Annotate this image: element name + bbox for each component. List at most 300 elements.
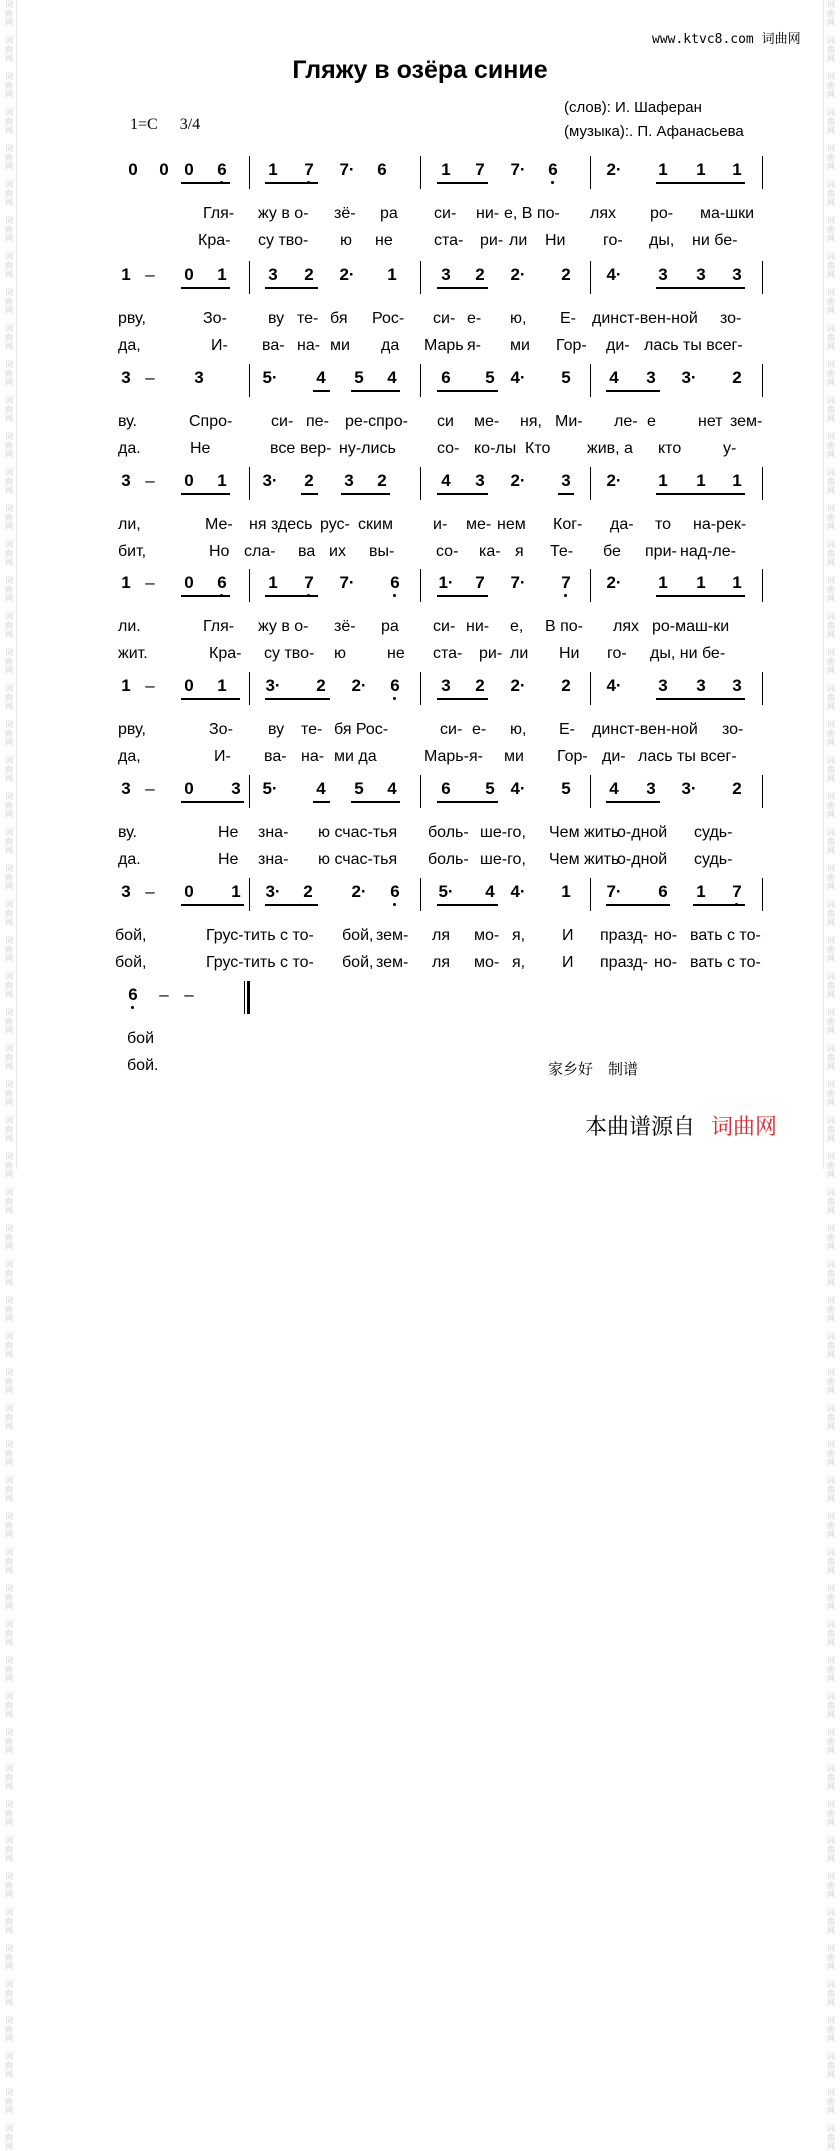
barline — [762, 467, 763, 500]
lyric-verse-1: ле- — [614, 413, 638, 430]
note: 4 — [387, 368, 397, 387]
key-signature — [130, 116, 222, 134]
lyric-verse-2: бе — [603, 543, 621, 560]
lyric-verse-1: В по- — [545, 618, 584, 635]
beam-underline — [437, 493, 488, 495]
note: 4· — [606, 265, 622, 284]
beam-underline — [656, 698, 745, 700]
lyric-verse-1: И — [562, 927, 574, 944]
lyric-verse-2: Кра- — [209, 645, 242, 662]
beam-underline — [301, 493, 318, 495]
lyric-verse-1: жу в о- — [258, 618, 309, 635]
lyric-verse-1: зна- — [258, 824, 289, 841]
barline — [590, 261, 591, 294]
note: 3 — [121, 471, 131, 490]
song-title: Гляжу в озёра синие — [292, 56, 548, 84]
lower-octave-dot — [564, 594, 567, 597]
note: 2 — [316, 676, 326, 695]
tie-dash: – — [145, 676, 155, 695]
lyric-verse-2: ста- — [433, 645, 463, 662]
lyric-verse-2: вы- — [369, 543, 395, 560]
lyric-verse-1: е, В по- — [504, 205, 560, 222]
barline — [420, 775, 421, 808]
lyric-verse-1: ра — [381, 618, 399, 635]
lyric-verse-1: Чем жить — [549, 824, 620, 841]
lyric-verse-1: Е- — [559, 721, 575, 738]
lyric-verse-2: боль- — [428, 851, 469, 868]
lyric-verse-1: ни- — [476, 205, 500, 222]
lyric-verse-1: о-дной — [617, 824, 668, 841]
lyric-verse-1: нет — [698, 413, 723, 430]
barline — [590, 569, 591, 602]
lyric-verse-2: вать с то- — [690, 954, 761, 971]
lyric-verse-1: ли, — [118, 516, 141, 533]
note: 6 — [214, 160, 230, 180]
lyric-verse-2: бой, — [115, 954, 147, 971]
lyric-verse-1: динст-вен-ной — [592, 310, 698, 327]
lyric-verse-2: Не — [218, 851, 239, 868]
note: 2 — [475, 265, 485, 284]
lyric-verse-1: судь- — [694, 824, 733, 841]
barline — [590, 467, 591, 500]
composer-credit: (музыка):. П. Афанасьева — [564, 123, 744, 140]
lyric-verse-2: ну-лись — [339, 440, 396, 457]
lyric-verse-1: и- — [433, 516, 448, 533]
right-watermark-strip: 词 曲 网 词 曲 网 词 曲 网 词 曲 网 词 曲 网 词 曲 网 词 曲 网 词 曲 网 词 曲 网 词 曲 网 词 曲 网 词 曲 网 词 曲 网 词 曲 网 词 曲 网 词 曲 网 词 曲 网 词 曲 网 词 曲 网 词 曲 网 词 曲 网 词 曲 网 词 曲 网 词 曲 网 词 曲 网 词 曲 网 词 曲 网 词 曲 网 词 曲 网 词 曲 网 词 曲 网 词 曲 网 词 曲 网 词 曲 网 词 曲 网 词 曲 网 词 曲 网 词 曲 网 词 曲 网 词 曲 网 词 曲 网 词 曲 网 词 曲 网 词 曲 网 词 曲 网 词 曲 网 词 曲 网 词 曲 网 词 曲 网 词 曲 网 词 曲 网 词 曲 网 词 曲 网 词 曲 网 词 曲 网 词 曲 网 词 曲 网 词 曲 网 词 曲 网 词 曲 网 — [827, 0, 835, 2151]
barline — [420, 364, 421, 397]
lyric-verse-2: ля — [432, 954, 450, 971]
tie-dash: – — [145, 779, 155, 798]
lower-octave-dot — [393, 903, 396, 906]
lyric-verse-2: да, — [118, 337, 141, 354]
note: 7 — [558, 573, 574, 593]
lyric-verse-2: ды, — [649, 232, 675, 249]
note: 6 — [441, 368, 451, 387]
lyric-verse-1: Рос- — [372, 310, 405, 327]
note: 5 — [485, 779, 495, 798]
note: 1 — [268, 573, 278, 592]
note: 2· — [351, 676, 367, 695]
left-watermark-strip: 词 曲 网 词 曲 网 词 曲 网 词 曲 网 词 曲 网 词 曲 网 词 曲 网 词 曲 网 词 曲 网 词 曲 网 词 曲 网 词 曲 网 词 曲 网 词 曲 网 词 曲 网 词 曲 网 词 曲 网 词 曲 网 词 曲 网 词 曲 网 词 曲 网 词 曲 网 词 曲 网 词 曲 网 词 曲 网 词 曲 网 词 曲 网 词 曲 网 词 曲 网 词 曲 网 词 曲 网 词 曲 网 词 曲 网 词 曲 网 词 曲 网 词 曲 网 词 曲 网 词 曲 网 词 曲 网 词 曲 网 词 曲 网 词 曲 网 词 曲 网 词 曲 网 词 曲 网 词 曲 网 词 曲 网 词 曲 网 词 曲 网 词 曲 网 词 曲 网 词 曲 网 词 曲 网 词 曲 网 词 曲 网 词 曲 网 词 曲 网 词 曲 网 词 曲 网 词 曲 网 — [5, 0, 13, 2151]
lyric-verse-2: я- — [467, 337, 481, 354]
note: 4 — [609, 779, 619, 798]
note: 7· — [510, 573, 526, 592]
beam-underline — [265, 182, 318, 184]
lyric-verse-2: но- — [654, 954, 678, 971]
beam-underline — [181, 182, 230, 184]
beam-underline — [437, 801, 498, 803]
beam-underline — [437, 595, 488, 597]
lyric-verse-1: ву — [268, 721, 285, 738]
note: 6 — [125, 985, 141, 1005]
lyric-verse-2: кто — [658, 440, 682, 457]
note: 7 — [475, 573, 485, 592]
barline — [249, 775, 250, 808]
note: 1 — [121, 573, 131, 592]
note: 6 — [658, 882, 668, 901]
beam-underline — [656, 595, 745, 597]
source-label: 本曲谱源自 — [585, 1114, 696, 1139]
note: 6 — [387, 676, 403, 696]
lyric-verse-1: ня, — [520, 413, 542, 430]
lyric-verse-1: Зо- — [209, 721, 233, 738]
site-url[interactable]: www.ktvc8.com 词曲网 — [652, 32, 801, 47]
lyric-verse-2: Кто — [525, 440, 551, 457]
note: 1 — [732, 471, 742, 490]
lyric-verse-2: все — [270, 440, 296, 457]
lyric-verse-2: вер- — [300, 440, 332, 457]
barline — [762, 364, 763, 397]
lyric-verse-1: си- — [433, 618, 456, 635]
lyric-verse-1: ро- — [650, 205, 674, 222]
lyric-verse-2: ди- — [606, 337, 630, 354]
lyric-verse-1: бя — [330, 310, 348, 327]
lyric-verse-2: го- — [607, 645, 627, 662]
lyric-verse-1: си- — [434, 205, 457, 222]
lyric-verse-2: ри- — [479, 645, 503, 662]
time-signature: 3/4 — [179, 116, 201, 133]
lower-octave-dot — [131, 1006, 134, 1009]
note: 1 — [658, 573, 668, 592]
final-barline — [247, 981, 250, 1014]
key: 1=C — [130, 116, 158, 133]
note: 1 — [696, 160, 706, 179]
lyric-verse-2: на- — [301, 748, 325, 765]
lyric-verse-1: то — [655, 516, 672, 533]
beam-underline — [351, 801, 400, 803]
note: 5 — [561, 368, 571, 387]
note: 4 — [485, 882, 495, 901]
lower-octave-dot — [393, 594, 396, 597]
lyric-verse-2: Марь-я- — [424, 748, 483, 765]
beam-underline — [265, 698, 330, 700]
lyric-verse-1: е- — [472, 721, 487, 738]
note: 2· — [351, 882, 367, 901]
note: 0 — [159, 160, 169, 179]
lyric-verse-1: Ког- — [553, 516, 583, 533]
lyric-verse-2: зем- — [376, 954, 409, 971]
lyric-verse-1: но- — [654, 927, 678, 944]
note: 4· — [510, 779, 526, 798]
lyric-verse-1: ме- — [474, 413, 500, 430]
lyric-verse-1: нем — [497, 516, 526, 533]
lyric-verse-1: Грус-тить с то- — [206, 927, 314, 944]
note: 1 — [732, 573, 742, 592]
lyric-verse-1: Спро- — [189, 413, 233, 430]
note: 1 — [217, 676, 227, 695]
note: 4 — [609, 368, 619, 387]
barline — [420, 261, 421, 294]
lyric-verse-2: ди- — [602, 748, 626, 765]
note: 3 — [268, 265, 278, 284]
lyric-verse-2: лась ты всег- — [644, 337, 743, 354]
beam-underline — [437, 182, 488, 184]
lyric-verse-1: рву, — [118, 310, 146, 327]
lyric-verse-1: зем- — [376, 927, 409, 944]
note: 1 — [231, 882, 241, 901]
note: 1 — [658, 160, 668, 179]
note: 3 — [194, 368, 204, 387]
note: 5· — [438, 882, 454, 901]
note: 3· — [681, 779, 697, 798]
lyric-verse-1: ским — [358, 516, 393, 533]
barline — [762, 569, 763, 602]
tie-dash: – — [145, 471, 155, 490]
lyric-verse-2: Те- — [550, 543, 574, 560]
note: 3 — [732, 676, 742, 695]
beam-underline — [265, 287, 318, 289]
note: 3 — [475, 471, 485, 490]
note: 3 — [231, 779, 241, 798]
lyric-verse-2: Гор- — [557, 748, 588, 765]
note: 6 — [377, 160, 387, 179]
left-border-line — [16, 0, 17, 1169]
beam-underline — [437, 904, 498, 906]
lyric-verse-1: ре-спро- — [345, 413, 408, 430]
tie-dash: – — [145, 882, 155, 901]
note: 6 — [545, 160, 561, 180]
barline — [420, 569, 421, 602]
barline — [249, 467, 250, 500]
note: 6 — [387, 573, 403, 593]
lyric-verse-2: ва- — [262, 337, 285, 354]
lyric-verse-1: празд- — [600, 927, 648, 944]
lyric-verse-2: су тво- — [258, 232, 309, 249]
lyric-verse-2: Не — [190, 440, 211, 457]
lyric-verse-2: Чем жить — [549, 851, 620, 868]
barline — [420, 672, 421, 705]
note: 5 — [354, 368, 364, 387]
lyric-verse-2: И- — [214, 748, 231, 765]
lyric-verse-2: на- — [297, 337, 321, 354]
note: 5 — [561, 779, 571, 798]
lyric-verse-2: ли — [509, 232, 528, 249]
lyric-verse-2: я — [515, 543, 524, 560]
lyric-verse-2: да. — [118, 851, 141, 868]
lyric-verse-2: Грус-тить с то- — [206, 954, 314, 971]
lyric-verse-1: зё- — [334, 618, 356, 635]
note: 1 — [696, 573, 706, 592]
note: 3· — [265, 676, 281, 695]
lyric-verse-1: ю, — [510, 721, 527, 738]
note: 4· — [510, 882, 526, 901]
note: 2 — [561, 676, 571, 695]
note: 4· — [510, 368, 526, 387]
lyric-verse-2: Ни — [545, 232, 566, 249]
beam-underline — [181, 698, 240, 700]
note: 1 — [696, 882, 706, 901]
barline — [590, 672, 591, 705]
lyric-verse-1: лях — [613, 618, 639, 635]
beam-underline — [181, 595, 230, 597]
note: 4 — [316, 368, 326, 387]
note: 2· — [510, 471, 526, 490]
lyric-verse-2: го- — [603, 232, 623, 249]
lower-octave-dot — [551, 181, 554, 184]
lyric-verse-2: ды, ни бе- — [650, 645, 726, 662]
note: 2· — [606, 471, 622, 490]
tie-dash: – — [184, 985, 194, 1004]
credits — [564, 96, 744, 144]
source-brand[interactable]: 词曲网 — [711, 1114, 778, 1139]
lyric-verse-1: си — [437, 413, 454, 430]
lyric-verse-1: жу в о- — [258, 205, 309, 222]
note: 1 — [121, 676, 131, 695]
beam-underline — [265, 595, 318, 597]
barline — [590, 878, 591, 911]
lyric-verse-2: ю счас-тья — [318, 851, 398, 868]
lyric-verse-2: ми да — [334, 748, 377, 765]
lyric-verse-1: Ми- — [555, 413, 583, 430]
note: 2· — [339, 265, 355, 284]
note: 3 — [658, 676, 668, 695]
note: 3 — [658, 265, 668, 284]
lyric-verse-1: Гля- — [203, 205, 235, 222]
lyric-verse-1: бя Рос- — [334, 721, 389, 738]
note: 0 — [184, 676, 194, 695]
note: 2 — [475, 676, 485, 695]
note: 3 — [344, 471, 354, 490]
lyric-verse-1: Гля- — [203, 618, 235, 635]
note: 1 — [121, 265, 131, 284]
lyric-verse-1: пе- — [306, 413, 329, 430]
note: 3 — [696, 676, 706, 695]
lyric-verse-2: я, — [512, 954, 526, 971]
beam-underline — [265, 904, 318, 906]
lyric-verse-2: сла- — [244, 543, 276, 560]
beam-underline — [558, 493, 574, 495]
lyric-verse-1: да- — [610, 516, 634, 533]
lyric-verse-1: рву, — [118, 721, 146, 738]
lyric-verse-1: на-рек- — [693, 516, 747, 533]
lyric-verse-2: жит. — [118, 645, 148, 662]
lyric-verse-2: ко-лы — [474, 440, 517, 457]
barline — [249, 878, 250, 911]
beam-underline — [313, 801, 330, 803]
lyric-verse-1: си- — [440, 721, 463, 738]
lyric-verse-2: И- — [211, 337, 228, 354]
lyric-verse-1: вать с то- — [690, 927, 761, 944]
note: 6 — [441, 779, 451, 798]
tie-dash: – — [159, 985, 169, 1004]
barline — [762, 672, 763, 705]
lyric-verse-1: Зо- — [203, 310, 227, 327]
note: 7· — [510, 160, 526, 179]
note: 2 — [732, 779, 742, 798]
note: 5 — [354, 779, 364, 798]
lower-octave-dot — [393, 697, 396, 700]
lyric-verse-1: ня здесь — [249, 516, 313, 533]
lyric-verse-1: динст-вен-ной — [592, 721, 698, 738]
note: 0 — [184, 573, 194, 592]
beam-underline — [181, 493, 230, 495]
note: 2 — [304, 265, 314, 284]
lyric-verse-2: со- — [436, 543, 459, 560]
barline — [590, 364, 591, 397]
note: 1 — [387, 265, 397, 284]
lyric-verse-1: зо- — [720, 310, 742, 327]
barline — [590, 156, 591, 189]
lyric-verse-2: ю — [334, 645, 346, 662]
lyric-verse-2: со- — [437, 440, 460, 457]
lyricist-credit: (слов): И. Шаферан — [564, 99, 702, 116]
beam-underline — [606, 904, 670, 906]
note: 2 — [377, 471, 387, 490]
lyric-verse-1: зем- — [730, 413, 763, 430]
lyric-verse-2: не — [387, 645, 405, 662]
tie-dash: – — [145, 265, 155, 284]
lyric-verse-2: Кра- — [198, 232, 231, 249]
beam-underline — [341, 493, 390, 495]
lyric-verse-2: празд- — [600, 954, 648, 971]
beam-underline — [606, 390, 660, 392]
lyric-verse-2: И — [562, 954, 574, 971]
beam-underline — [181, 904, 244, 906]
lyric-verse-2: Ни — [559, 645, 580, 662]
lyric-verse-2: да — [381, 337, 400, 354]
barline — [249, 261, 250, 294]
lyric-verse-1: ля — [432, 927, 450, 944]
note: 0 — [184, 471, 194, 490]
note: 3 — [561, 471, 571, 490]
lyric-verse-1: Ме- — [205, 516, 233, 533]
lyric-verse-1: я, — [512, 927, 526, 944]
note: 7 — [729, 882, 745, 902]
note: 0 — [128, 160, 138, 179]
note: 3 — [121, 779, 131, 798]
note: 0 — [184, 882, 194, 901]
beam-underline — [606, 801, 660, 803]
note: 6 — [214, 573, 230, 593]
barline — [249, 672, 250, 705]
note: 5 — [485, 368, 495, 387]
note: 1 — [217, 265, 227, 284]
note: 5· — [262, 779, 278, 798]
lyric-verse-2: не — [375, 232, 393, 249]
beam-underline — [437, 390, 498, 392]
note: 1 — [696, 471, 706, 490]
note: 2 — [303, 882, 313, 901]
note: 3 — [441, 265, 451, 284]
arranger-credit: 家乡好 制谱 — [548, 1060, 639, 1078]
lyric-verse-1: ме- — [466, 516, 492, 533]
note: 2· — [510, 676, 526, 695]
note: 3 — [121, 882, 131, 901]
lyric-verse-1: те- — [297, 310, 319, 327]
lyric-verse-2: мо- — [474, 954, 500, 971]
lyric-verse-2: их — [329, 543, 346, 560]
lyric-verse-1: бой, — [115, 927, 147, 944]
tie-dash: – — [145, 573, 155, 592]
lyric-verse-2: бит, — [118, 543, 147, 560]
beam-underline — [181, 287, 230, 289]
barline — [590, 775, 591, 808]
barline — [249, 364, 250, 397]
lyric-verse-1: ра — [380, 205, 398, 222]
note: 3· — [262, 471, 278, 490]
lyric-verse-2: ста- — [434, 232, 464, 249]
note: 1 — [441, 160, 451, 179]
note: 2· — [510, 265, 526, 284]
lyric-verse-1: ву. — [118, 824, 137, 841]
barline — [420, 467, 421, 500]
lyric-verse-2: су тво- — [264, 645, 315, 662]
lyric-verse-2: над-ле- — [680, 543, 736, 560]
beam-underline — [181, 801, 244, 803]
note: 3 — [732, 265, 742, 284]
beam-underline — [656, 182, 745, 184]
note: 3 — [646, 368, 656, 387]
